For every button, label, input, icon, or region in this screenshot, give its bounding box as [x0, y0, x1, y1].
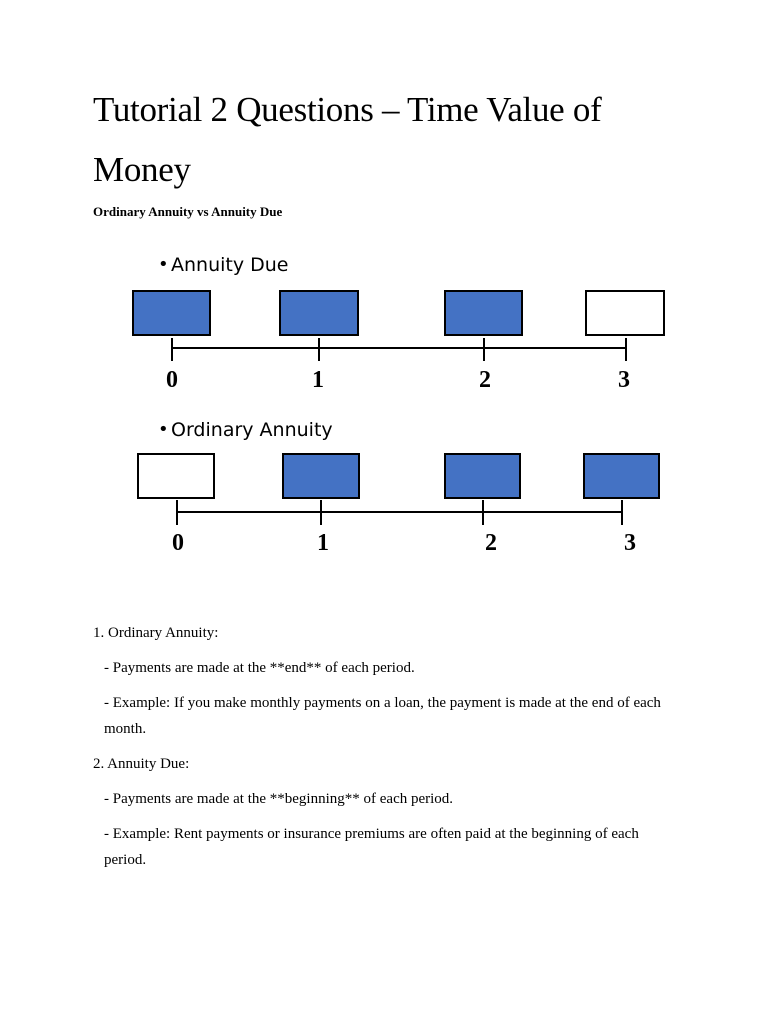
document-title: Tutorial 2 Questions – Time Value of Money [93, 90, 602, 189]
annuity-due-payment-box-2 [445, 291, 522, 335]
annuity-due-label: Annuity Due [171, 254, 289, 276]
ordinary-annuity-payment-box-3 [584, 454, 659, 498]
body-paragraph: 2. Annuity Due: [93, 756, 190, 772]
body-paragraph: - Example: Rent payments or insurance premiums are often paid at the beginning of each period. [104, 826, 639, 868]
ordinary-annuity-timeline [138, 419, 659, 556]
ordinary-annuity-tick-label-2: 2 [485, 530, 497, 556]
body-paragraph: - Payments are made at the **beginning** of each period. [104, 791, 454, 807]
annuity-due-tick-label-3: 3 [618, 367, 630, 393]
annuity-due-tick-label-0: 0 [166, 367, 178, 393]
ordinary-annuity-payment-box-0 [138, 454, 214, 498]
ordinary-annuity-label: Ordinary Annuity [171, 419, 333, 441]
annuity-due-bullet: • [158, 254, 169, 275]
annuity-due-payment-box-3 [586, 291, 664, 335]
annuity-due-tick-label-1: 1 [312, 367, 324, 393]
body-paragraph: - Payments are made at the **end** of each period. [104, 660, 415, 676]
document-subtitle: Ordinary Annuity vs Annuity Due [93, 204, 283, 219]
annuity-due-payment-box-0 [133, 291, 210, 335]
ordinary-annuity-tick-label-0: 0 [172, 530, 184, 556]
annuity-due-payment-box-1 [280, 291, 358, 335]
ordinary-annuity-tick-label-1: 1 [317, 530, 329, 556]
annuity-timeline-diagram [0, 240, 768, 570]
body-content [93, 620, 673, 882]
ordinary-annuity-tick-label-3: 3 [624, 530, 636, 556]
body-paragraph: - Example: If you make monthly payments on a loan, the payment is made at the end of each month. [104, 695, 661, 737]
ordinary-annuity-payment-box-1 [283, 454, 359, 498]
annuity-due-timeline [133, 254, 664, 393]
body-paragraph: 1. Ordinary Annuity: [93, 625, 219, 641]
annuity-due-tick-label-2: 2 [479, 367, 491, 393]
ordinary-annuity-bullet: • [158, 419, 169, 440]
ordinary-annuity-payment-box-2 [445, 454, 520, 498]
